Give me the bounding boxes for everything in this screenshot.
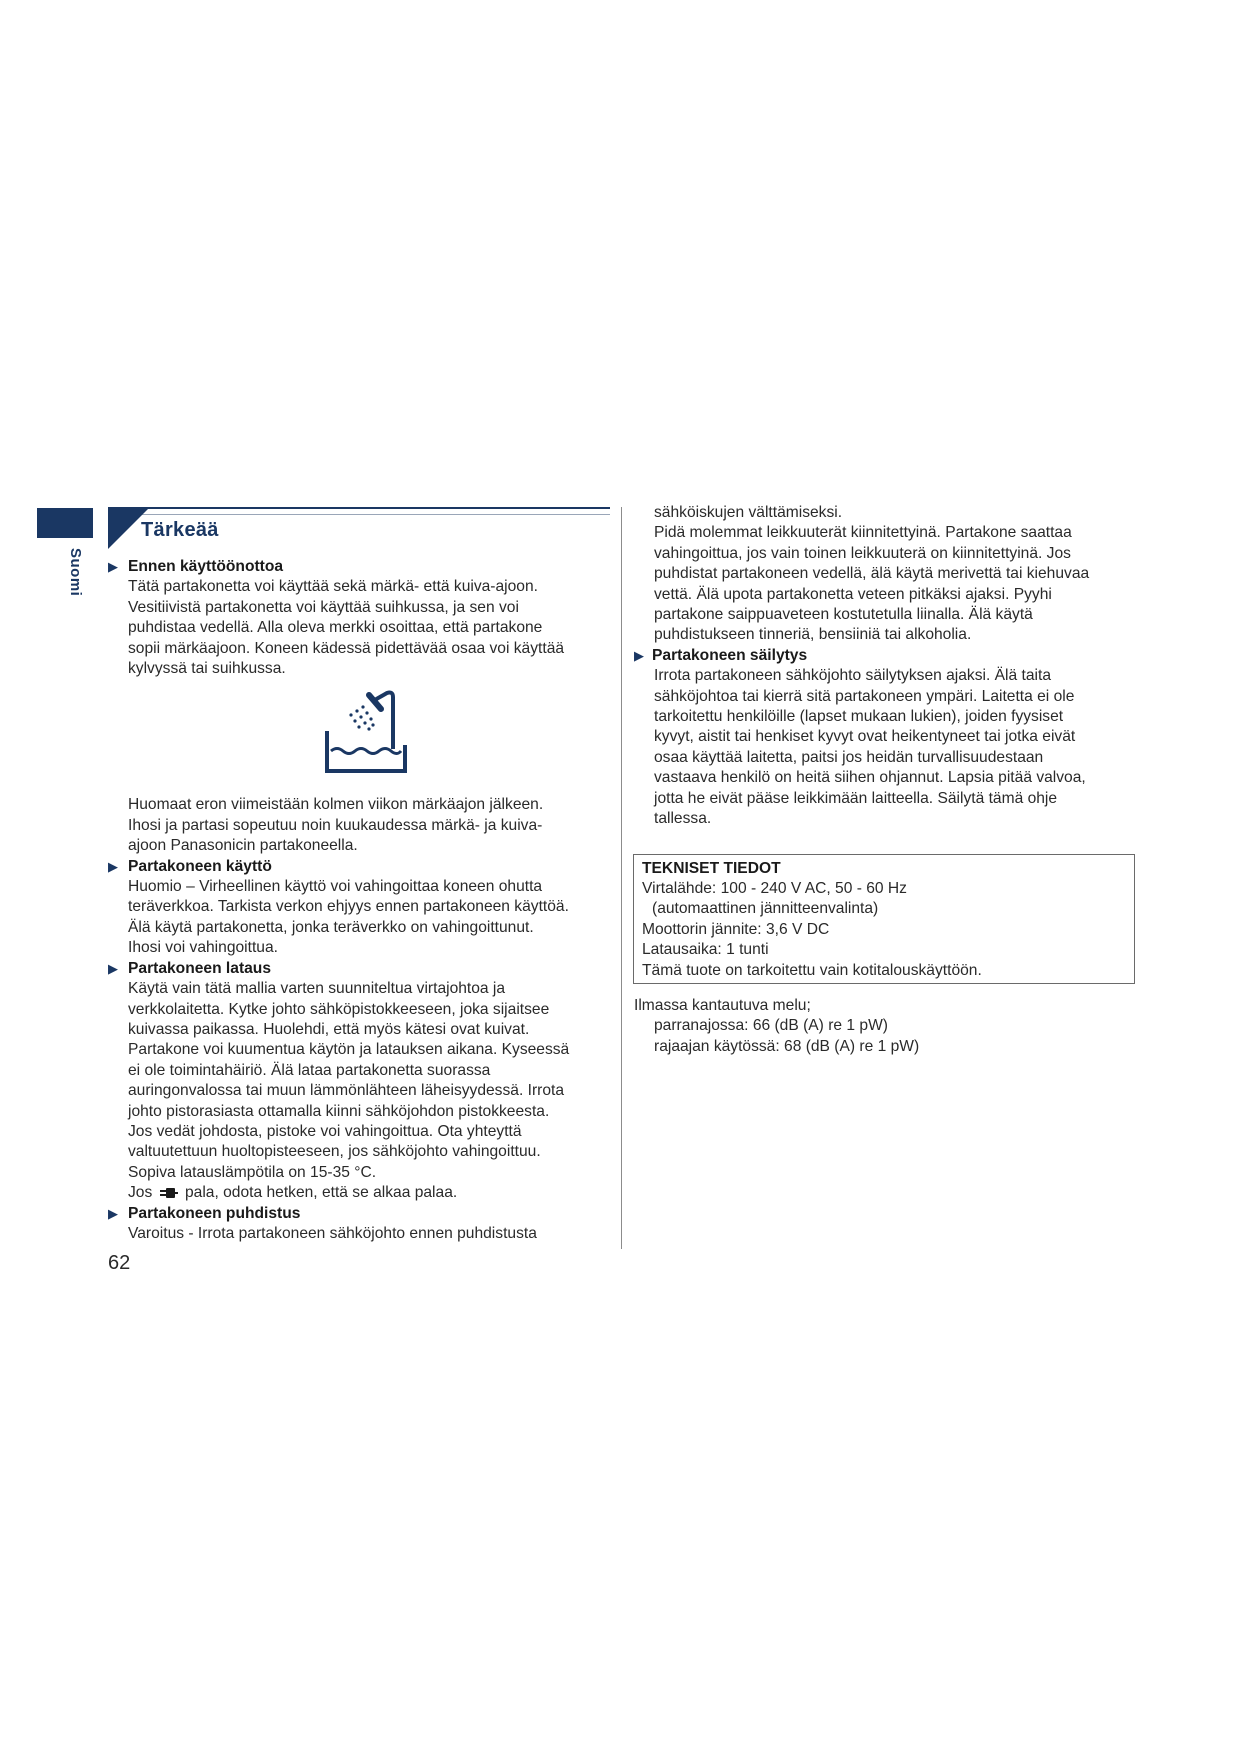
heading-ennen-kayttoonottoa: ▶ Ennen käyttöönottoa	[108, 557, 618, 577]
spec-motor-voltage: Moottorin jännite: 3,6 V DC	[642, 920, 830, 938]
heading-partakoneen-lataus: ▶ Partakoneen lataus	[108, 959, 618, 979]
paragraph-cleaning-continued: sähköiskujen välttämiseksi. Pidä molemmat leikkuuterät kiinnitettyinä. Partakone saattaa vahingoittua, jos vain toinen leikkuuterä on kiinnitettyinä. Jos puhdistat partakoneen vedellä, älä käytä merivettä tai kiehuvaa vettä. Älä upota partakonetta veteen pitkäksi ajaksi. Pyyhi partakone saippuaveteen kostutetulla liinalla. Älä käytä puhdistukseen tinneriä, bensiiniä tai alkoholia.	[654, 504, 1090, 644]
section-title: Tärkeää	[141, 519, 219, 541]
paragraph-storage: Irrota partakoneen sähköjohto säilytyksen ajaksi. Älä taita sähköjohtoa tai kierrä sitä partakoneen ympäri. Laitetta ei ole tarkoitettu henkilöille (lapset mukaan lukien), joiden fyysiset kyvyt, aistit tai henkiset kyvyt ovat heikentyneet tai jotka eivät osaa käyttää laitetta, paitsi jos heidän turvallisuudestaan vastaava henkilö on heitä siihen ohjannut. Lapsia pitää valvoa, jotta he eivät pääse leikkimään laitteella. Säilytä tämä ohje tallessa.	[654, 667, 1086, 828]
page-number: 62	[108, 1252, 131, 1274]
shower-bath-icon	[323, 685, 413, 777]
triangle-arrow-icon: ▶	[108, 858, 118, 874]
plug-icon	[159, 1186, 179, 1200]
language-label: Suomi	[67, 548, 84, 597]
specs-title: TEKNISET TIEDOT	[642, 859, 781, 877]
technical-specs-box	[633, 854, 1135, 984]
triangle-arrow-icon: ▶	[108, 960, 118, 976]
heading-partakoneen-sailytys: ▶ Partakoneen säilytys	[634, 646, 1154, 666]
right-column	[634, 503, 1154, 1057]
spec-household-use: Tämä tuote on tarkoitettu vain kotitalouskäyttöön.	[642, 961, 982, 979]
left-column	[108, 557, 618, 1244]
paragraph-adaptation: Huomaat eron viimeistään kolmen viikon märkäajon jälkeen. Ihosi ja partasi sopeutuu noin kuukaudessa märkä- ja kuiva- ajoon Panasonicin partakoneella.	[128, 796, 544, 855]
heading-partakoneen-kaytto: ▶ Partakoneen käyttö	[108, 857, 618, 877]
header-rule	[108, 507, 610, 509]
paragraph-wet-dry-use: Tätä partakonetta voi käyttää sekä märkä- että kuiva-ajoon. Vesitiivistä partakonetta voi käyttää suihkussa, ja sen voi puhdistaa vedellä. Alla oleva merkki osoittaa, että partakone sopii märkäajoon. Koneen kädessä pidettävää osaa voi käyttää kylvyssä tai suihkussa.	[128, 578, 565, 678]
column-divider	[621, 507, 622, 1249]
wet-shave-symbol	[108, 685, 618, 783]
spec-auto-voltage: (automaattinen jännitteenvalinta)	[652, 900, 879, 918]
triangle-arrow-icon: ▶	[634, 647, 644, 663]
spec-charging-time: Latausaika: 1 tunti	[642, 941, 769, 959]
spec-power-supply: Virtalähde: 100 - 240 V AC, 50 - 60 Hz	[642, 879, 907, 897]
charging-indicator-line: Jos pala, odota hetken, että se alkaa palaa.	[128, 1184, 458, 1202]
paragraph-cleaning-warning: Varoitus - Irrota partakoneen sähköjohto ennen puhdistusta	[128, 1224, 537, 1242]
noise-intro: Ilmassa kantautuva melu;	[634, 996, 811, 1014]
noise-values: parranajossa: 66 (dB (A) re 1 pW) rajaajan käytössä: 68 (dB (A) re 1 pW)	[654, 1017, 920, 1055]
heading-partakoneen-puhdistus: ▶ Partakoneen puhdistus	[108, 1204, 618, 1224]
triangle-arrow-icon: ▶	[108, 559, 118, 574]
header-rule-thin	[108, 514, 610, 515]
triangle-arrow-icon: ▶	[108, 1205, 118, 1221]
language-tab	[37, 508, 93, 538]
paragraph-charging: Käytä vain tätä mallia varten suunniteltua virtajohtoa ja verkkolaitetta. Kytke johto sähköpistokkeeseen, joka sijaitsee kuivassa paikassa. Huolehdi, että myös kätesi ovat kuivat. Partakone voi kuumentua käytön ja latauksen aikana. Kyseessä ei ole toimintahäiriö. Älä lataa partakonetta suorassa auringonvalossa tai muun lämmönlähteen läheisyydessä. Irrota johto pistorasiasta ottamalla kiinni sähköjohdon pistokkeesta. Jos vedät johdosta, pistoke voi vahingoittua. Ota yhteyttä valtuutettuun huoltopisteeseen, jos sähköjohto vahingoittuu. Sopiva latauslämpötila on 15-35 °C. Jos pala, odota hetken, että se alkaa palaa.	[108, 979, 618, 1203]
paragraph-usage: Huomio – Virheellinen käyttö voi vahingoittaa koneen ohutta teräverkkoa. Tarkista verkon ehjyys ennen partakoneen käyttöä. Älä käytä partakonetta, jonka teräverkko on vahingoittunut. Ihosi voi vahingoittua.	[128, 878, 569, 957]
